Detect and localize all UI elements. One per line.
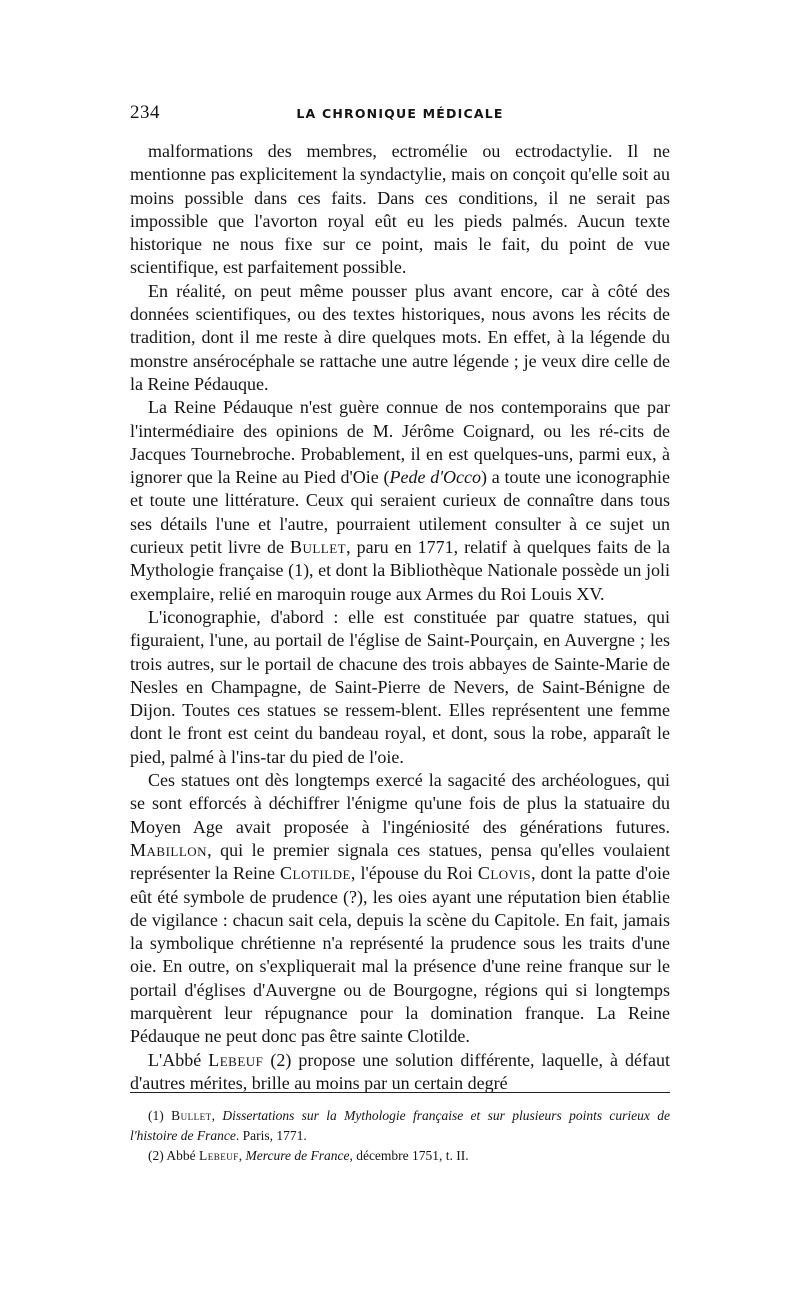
text-run: L'iconographie, d'abord : elle est constituée par quatre statues, qui figuraient, l'une, au portail de l'église de Saint-Pourçain, en Auvergne ; les trois autres, sur le portail de chacune des trois abbayes de Sainte-Marie de Nesles en Champagne, de Saint-Pierre de Nevers, de Saint-Bénigne de Dijon. Toutes ces statues se ressem-blent. Elles représentent une femme dont le front est ceint du bandeau royal, et dont, sous la robe, apparaît le pied, palmé à l'ins-tar du pied de l'oie. [130,606,670,767]
text-run: En réalité, on peut même pousser plus avant encore, car à côté des données scientifiques, ou des textes historiques, nous avons les récits de tradition, dont il me reste à dire quelques mots. En effet, à la légende du monstre ansérocéphale se rattache une autre légende ; je veux dire celle de la Reine Pédauque. [130,280,670,394]
small-caps-name: Clovis [477,863,532,884]
page-header [130,102,670,128]
paragraph [130,280,670,396]
text-run: (2) Abbé [148,1148,199,1163]
italic-text: Dissertations sur la Mythologie française et sur plusieurs points curieux de l'histoire de France [130,1108,671,1143]
small-caps-name: Lebeuf [208,1049,264,1070]
text-run: , paru en 1771, relatif à quelques faits de la Mythologie française (1), et dont la Bibliothèque Nationale possède un joli exemplaire, relié en maroquin rouge aux Armes du Roi Louis XV. [130,537,670,604]
text-run: La Reine Pédauque n'est guère connue de nos contemporains que par l'intermédiaire des opinions de M. Jérôme Coignard, ou les ré-cits de Jacques Tournebroche. Probablement, il en est quelques-uns, parmi eux, à ignorer que la Reine au Pied d'Oie ( [130,397,670,488]
text-run: (2) propose une solution différente, laquelle, à défaut d'autres mérites, brille au moins par un certain degré [130,1049,670,1093]
body-text [130,140,670,1095]
text-run: , [238,1148,246,1163]
text-run: , l'épouse du Roi [350,863,478,884]
text-run: , décembre 1751, t. II. [349,1148,469,1163]
footnote-divider [130,1092,670,1093]
text-run: ) a toute une iconographie et toute une littérature. Ceux qui seraient curieux de connaître dans tous ses détails l'une et l'autre, pourraient utilement consulter à ce sujet un curieux petit livre de [130,467,670,558]
small-caps-name: Clotilde [280,863,351,884]
paragraph [130,140,670,280]
text-run: , dont la patte d'oie eût été symbole de prudence (?), les oies ayant une réputation bien établie de vigilance : chacun sait cela, depuis la scène du Capitole. En fait, jamais la symbolique chrétienne n'a représenté la prudence sous les traits d'une oie. En outre, on s'expliquerait mal la présence d'une reine franque sur le portail d'églises d'Auvergne ou de Bourgogne, régions qui si longtemps marquèrent leur répugnance pour la domination franque. La Reine Pédauque ne peut donc pas être sainte Clotilde. [130,863,670,1047]
text-run: malformations des membres, ectromélie ou ectrodactylie. Il ne mentionne pas explicitement la syndactylie, mais on conçoit qu'elle soit au moins possible dans ces faits. Dans ces conditions, il ne serait pas impossible que l'avorton royal eût eu les pieds palmés. Aucun texte historique ne nous fixe sur ce point, mais le fait, du point de vue scientifique, est parfaitement possible. [130,141,670,278]
text-run: Ces statues ont dès longtemps exercé la sagacité des archéologues, qui se sont efforcés à déchiffrer l'énigme qu'une fois de plus la statuaire du Moyen Age avait proposée à l'ingéniosité des générations futures. [130,770,670,837]
footnotes [130,1106,670,1166]
small-caps-name: Bullet [289,537,347,558]
text-run: L'Abbé [148,1049,209,1070]
text-run: (1) [148,1108,172,1123]
small-caps-name: Lebeuf [199,1148,239,1163]
footnote [130,1106,670,1146]
small-caps-name: Mabillon [130,839,208,860]
footnote [130,1146,670,1166]
page-number: 234 [130,102,160,123]
italic-text: Mercure de France [245,1148,350,1163]
paragraph [130,396,670,606]
text-run: , qui le premier signala ces statues, pensa qu'elles voulaient représenter la Reine [130,839,670,884]
running-head: LA CHRONIQUE MÉDICALE [296,106,504,121]
text-run: . Paris, 1771. [235,1128,307,1143]
paragraph [130,606,670,769]
paragraph [130,1049,670,1096]
italic-text: Pede d'Occo [389,467,482,488]
paragraph [130,769,670,1049]
small-caps-name: Bullet [171,1108,212,1123]
text-run: , [211,1108,223,1123]
